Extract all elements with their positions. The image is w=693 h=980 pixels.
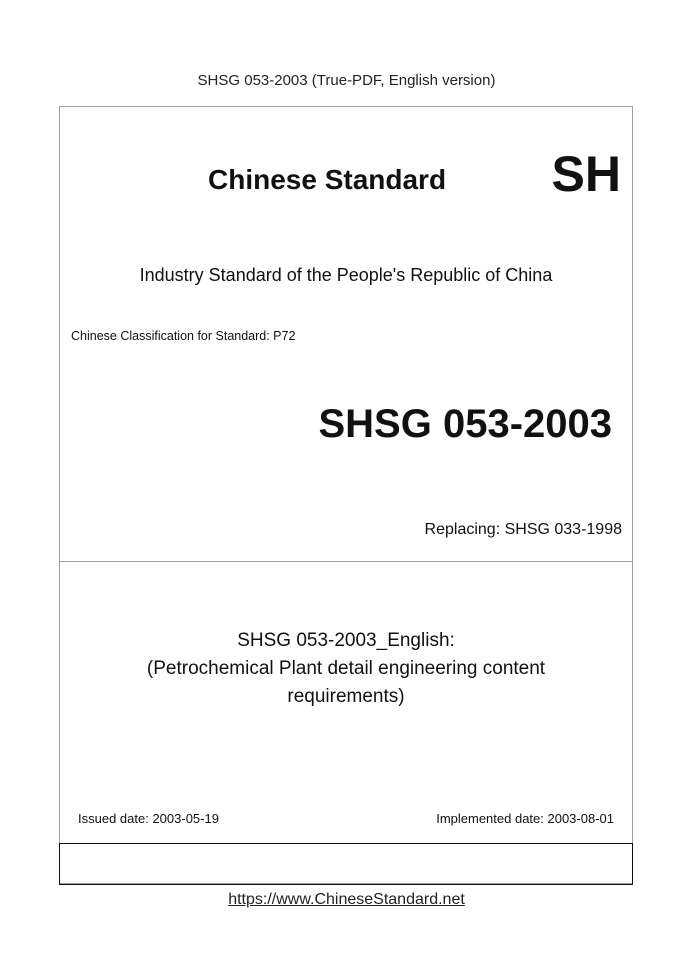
implemented-date: Implemented date: 2003-08-01 [436, 811, 614, 826]
website-link-container [0, 891, 693, 909]
classification-label: Chinese Classification for Standard: P72 [71, 329, 296, 343]
cover-bottom-section [60, 562, 632, 844]
issued-date: Issued date: 2003-05-19 [78, 811, 219, 826]
cover-frame [59, 106, 633, 884]
document-header: SHSG 053-2003 (True-PDF, English version) [197, 72, 496, 89]
industry-code: SH [551, 146, 621, 202]
title-line: SHSG 053-2003_English: [237, 630, 455, 651]
standard-title [60, 627, 632, 711]
title-line: (Petrochemical Plant detail engineering content [146, 658, 546, 679]
industry-standard-subtitle: Industry Standard of the People's Republic of China [139, 265, 553, 285]
title-line: requirements) [287, 686, 405, 707]
cover-top-section [60, 107, 632, 561]
standard-number: SHSG 053-2003 [318, 402, 612, 446]
website-link[interactable]: https://www.ChineseStandard.net [228, 891, 465, 908]
document-type-label: Chinese Standard [208, 164, 447, 195]
replacing-label: Replacing: SHSG 033-1998 [424, 521, 622, 538]
footer-box [59, 843, 633, 885]
